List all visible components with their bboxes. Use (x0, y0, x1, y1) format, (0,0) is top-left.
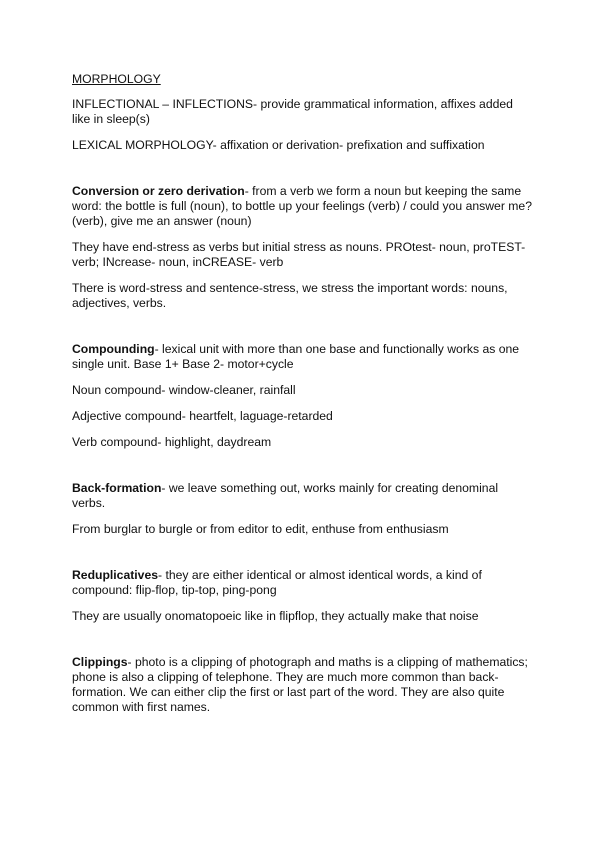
clippings-term: Clippings (72, 655, 128, 669)
backformation-definition: - we leave something out, works mainly for creating denominal verbs. (72, 481, 499, 510)
reduplicatives-paragraph (72, 568, 532, 598)
backformation-term: Back-formation (72, 481, 162, 495)
clippings-definition: - photo is a clipping of photograph and maths is a clipping of mathematics; phone is also a clipping of telephone. They are much more common than back-formation. We can either clip the first or last part of the word. They are also quite common with first names. (72, 655, 528, 714)
conversion-definition: - from a verb we form a noun but keeping the same word: the bottle is full (noun), to bottle up your feelings (verb) / could you answer me? (verb), give me an answer (noun) (72, 184, 532, 228)
reduplicatives-term: Reduplicatives (72, 568, 159, 582)
compounding-paragraph (72, 342, 532, 372)
lexical-paragraph: LEXICAL MORPHOLOGY- affixation or derivation- prefixation and suffixation (72, 138, 485, 152)
reduplicatives-examples-paragraph: They are usually onomatopoeic like in flipflop, they actually make that noise (72, 609, 479, 623)
conversion-paragraph (72, 184, 532, 229)
noun-compound-paragraph: Noun compound- window-cleaner, rainfall (72, 383, 296, 397)
verb-compound-paragraph: Verb compound- highlight, daydream (72, 435, 272, 449)
compounding-definition: - lexical unit with more than one base and functionally works as one single unit. Base 1+ Base 2- motor+cycle (72, 342, 520, 371)
document-page (72, 72, 532, 715)
adjective-compound-paragraph: Adjective compound- heartfelt, laguage-retarded (72, 409, 333, 423)
sentence-stress-paragraph: There is word-stress and sentence-stress, we stress the important words: nouns, adjectives, verbs. (72, 281, 508, 310)
backformation-paragraph (72, 481, 532, 511)
conversion-term: Conversion or zero derivation (72, 184, 245, 198)
reduplicatives-definition: - they are either identical or almost identical words, a kind of compound: flip-flop, tip-top, ping-pong (72, 568, 482, 597)
inflectional-paragraph: INFLECTIONAL – INFLECTIONS- provide grammatical information, affixes added like in sleep(s) (72, 97, 513, 126)
document-title: MORPHOLOGY (72, 72, 161, 86)
compounding-term: Compounding (72, 342, 155, 356)
conversion-stress-paragraph: They have end-stress as verbs but initial stress as nouns. PROtest- noun, proTEST-verb; INcrease- noun, inCREASE- verb (72, 240, 526, 269)
clippings-paragraph (72, 655, 532, 715)
backformation-examples-paragraph: From burglar to burgle or from editor to edit, enthuse from enthusiasm (72, 522, 449, 536)
